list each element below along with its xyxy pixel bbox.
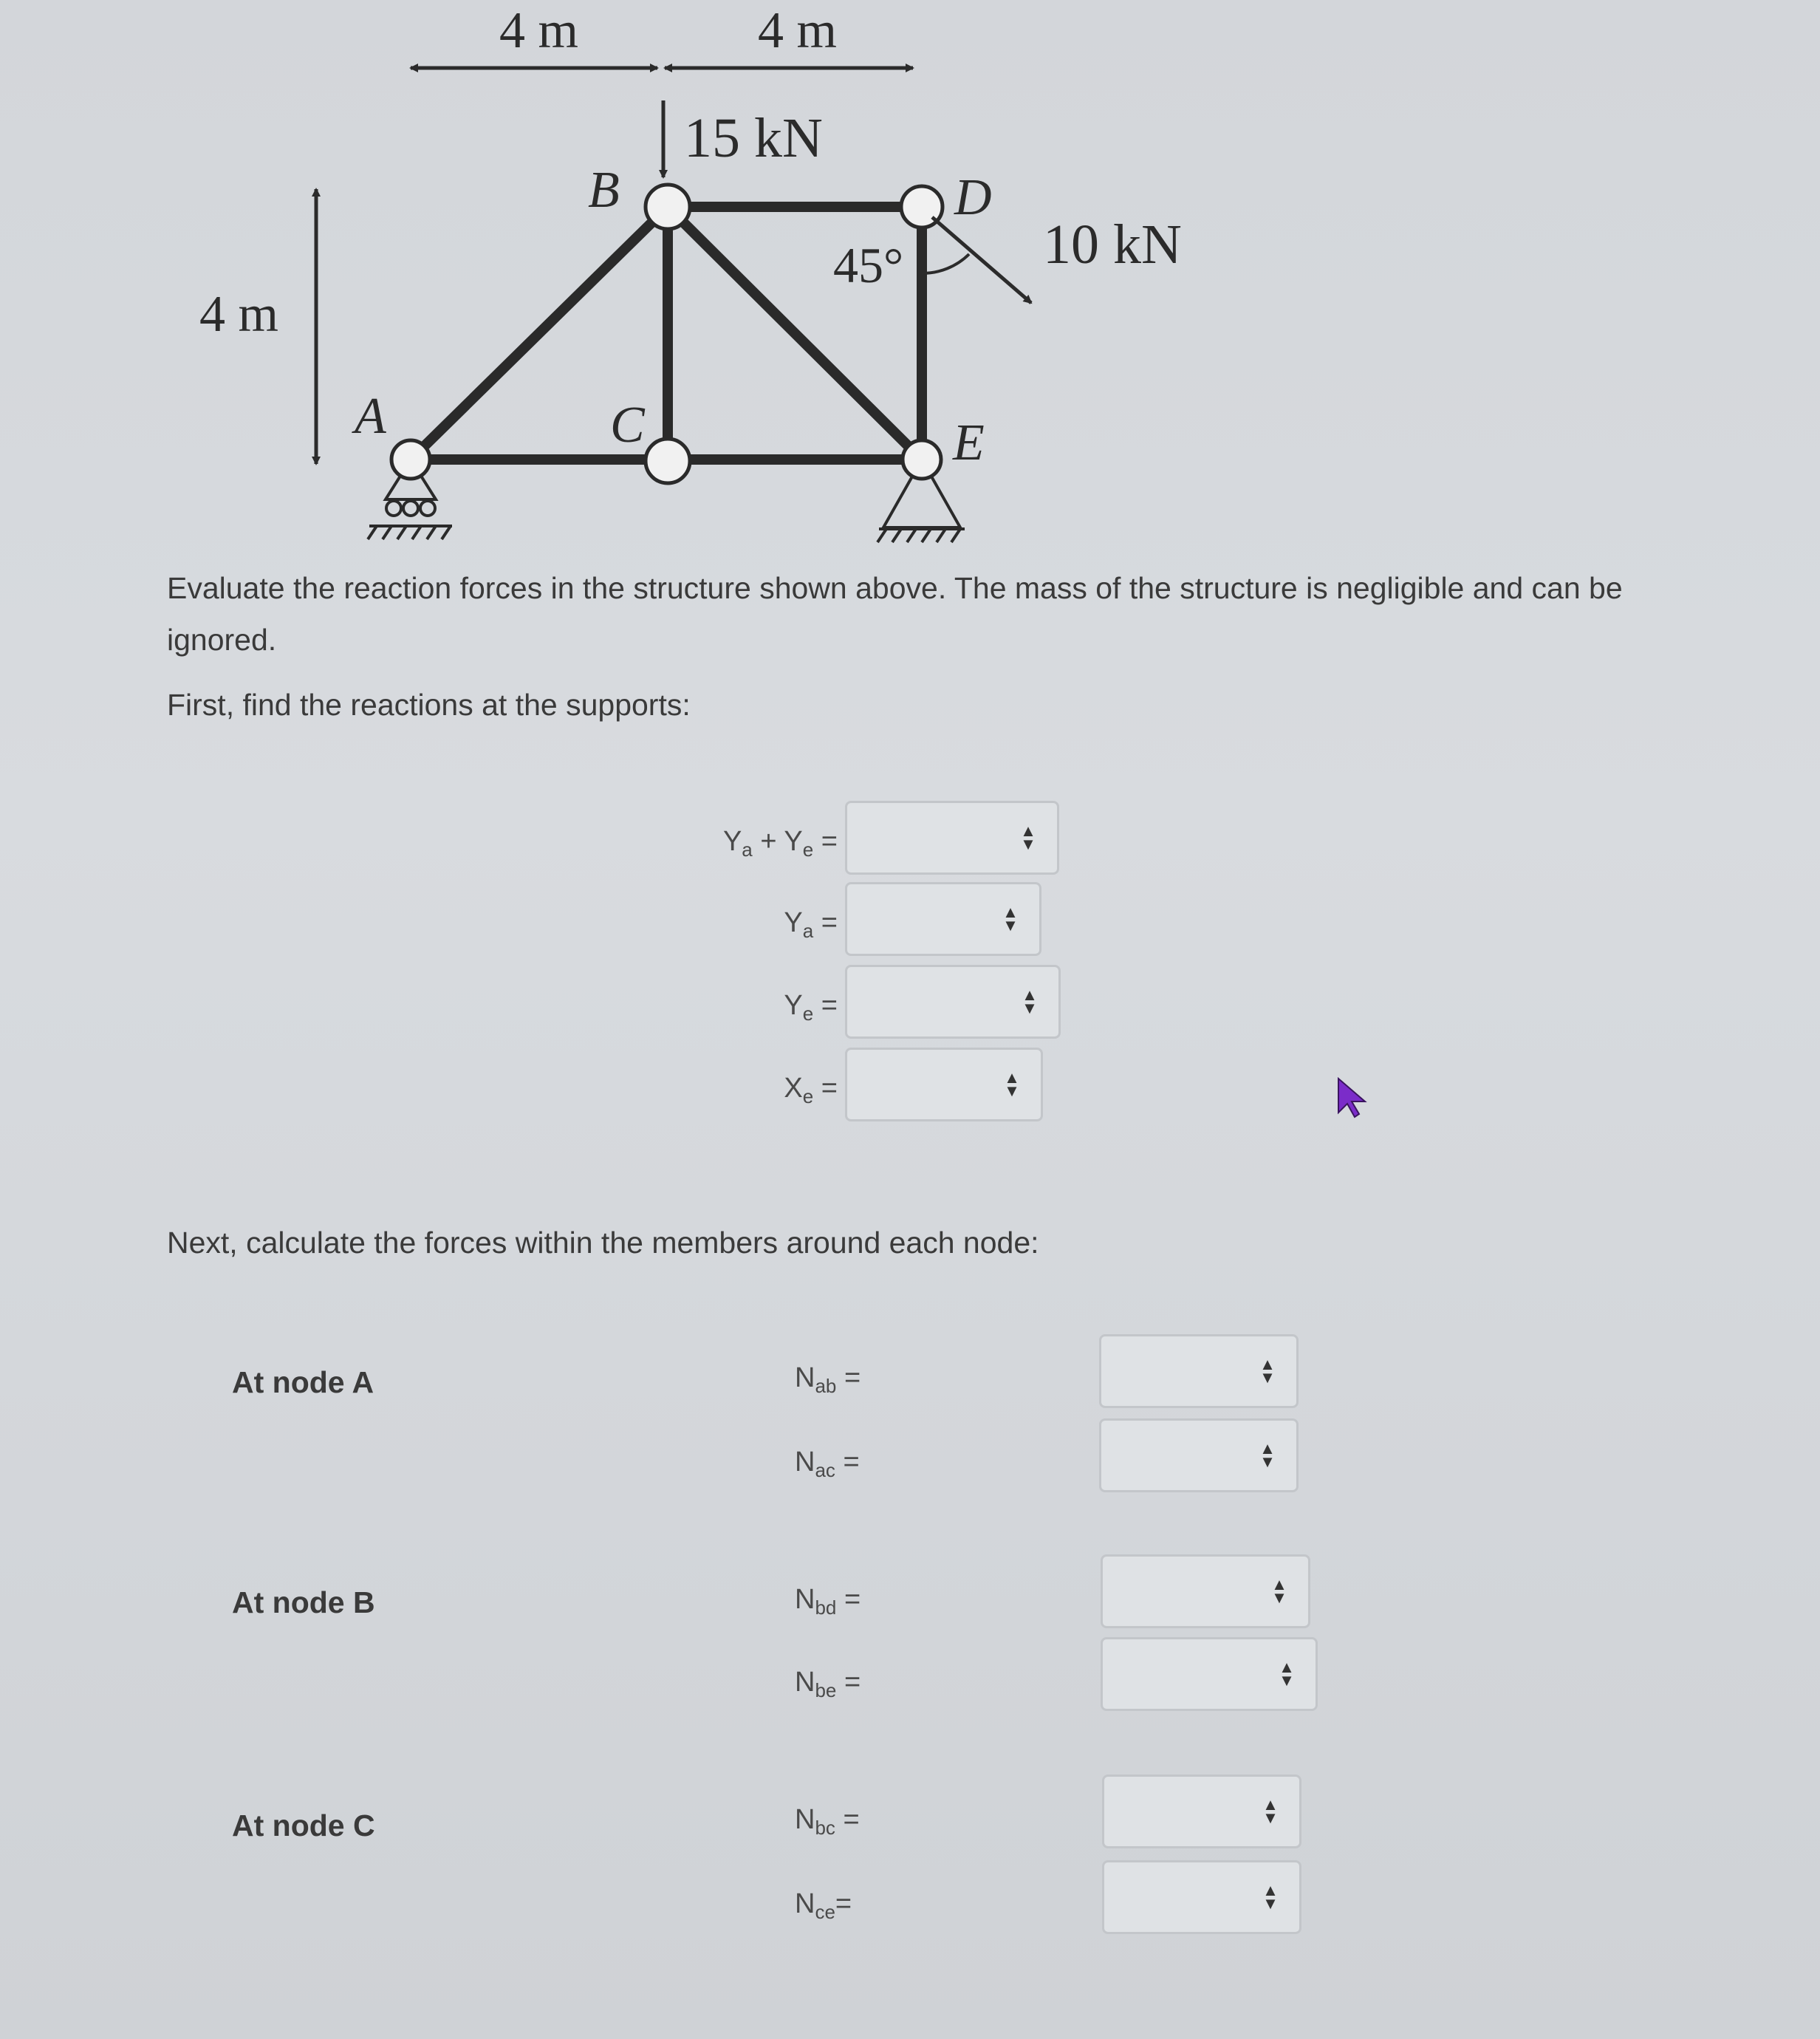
load-arrow-diagonal: [932, 217, 1031, 303]
updown-arrow-icon: ▲ ▼: [1259, 1439, 1276, 1471]
reaction-select-xe[interactable]: [845, 1048, 1043, 1121]
node-c-label: At node C: [232, 1809, 375, 1842]
member-select-nce[interactable]: [1102, 1860, 1301, 1934]
dim-left-label: 4 m: [199, 286, 278, 343]
mouse-pointer-icon: [1335, 1077, 1368, 1118]
intro-text-line3: First, find the reactions at the supports:: [167, 688, 691, 722]
member-label-nbc: $N_{bc}$ =: [795, 1804, 860, 1839]
updown-arrow-icon: ▲ ▼: [1262, 1795, 1279, 1827]
load-vertical-label: 15 kN: [684, 107, 823, 169]
joint-c: [646, 439, 690, 483]
member-select-nbc[interactable]: [1102, 1775, 1301, 1848]
intro-text-line2: ignored.: [167, 623, 277, 657]
updown-arrow-icon: ▲ ▼: [1022, 986, 1038, 1017]
member-select-nbd[interactable]: [1101, 1554, 1310, 1628]
node-d-letter: D: [954, 169, 992, 226]
node-b-letter: B: [588, 162, 620, 219]
joint-b: [646, 185, 690, 229]
updown-arrow-icon: ▲ ▼: [1004, 1068, 1020, 1100]
member-label-nbd: $N_{bd}$ =: [795, 1584, 861, 1619]
reaction-label-ya: $Y_a$ =: [784, 907, 838, 942]
node-a-letter: A: [355, 388, 386, 445]
reaction-label-ye: $Y_e$ =: [784, 990, 838, 1025]
member-select-nbe[interactable]: [1101, 1637, 1318, 1711]
node-e-letter: E: [953, 414, 985, 471]
reaction-select-ya[interactable]: [845, 882, 1041, 956]
intro-text-line1: Evaluate the reaction forces in the structure shown above. The mass of the structure is negligible and can be: [167, 571, 1623, 605]
node-a-label: At node A: [232, 1365, 374, 1399]
reaction-select-ya-plus-ye[interactable]: [845, 801, 1059, 875]
updown-arrow-icon: ▲ ▼: [1279, 1658, 1295, 1690]
member-select-nab[interactable]: [1099, 1334, 1299, 1408]
joint-a: [391, 440, 430, 479]
angle-arc: [922, 254, 969, 273]
member-label-nab: $N_{ab}$ =: [795, 1362, 861, 1397]
updown-arrow-icon: ▲ ▼: [1020, 822, 1036, 853]
load-diagonal-label: 10 kN: [1043, 214, 1182, 276]
updown-arrow-icon: ▲ ▼: [1271, 1575, 1287, 1607]
member-select-nac[interactable]: [1099, 1418, 1299, 1492]
dim-top-left-label: 4 m: [499, 2, 578, 59]
member-label-nbe: $N_{be}$ =: [795, 1667, 861, 1701]
dim-top-right-label: 4 m: [758, 2, 837, 59]
angle-label: 45°: [833, 237, 904, 293]
node-b-label: At node B: [232, 1585, 375, 1619]
node-c-letter: C: [610, 397, 645, 454]
updown-arrow-icon: ▲ ▼: [1262, 1881, 1279, 1913]
updown-arrow-icon: ▲ ▼: [1002, 903, 1019, 935]
member-label-nce: $N_{ce}=$: [795, 1888, 852, 1923]
joint-e: [903, 440, 941, 479]
members-intro-text: Next, calculate the forces within the members around each node:: [167, 1226, 1039, 1260]
updown-arrow-icon: ▲ ▼: [1259, 1355, 1276, 1387]
reaction-select-ye[interactable]: [845, 965, 1061, 1039]
reaction-label-ya-plus-ye: $Y_a + Y_e$ =: [722, 826, 838, 861]
truss-diagram: [0, 0, 1820, 561]
reaction-label-xe: $X_e$ =: [784, 1073, 838, 1107]
member-label-nac: $N_{ac}$ =: [795, 1447, 860, 1481]
